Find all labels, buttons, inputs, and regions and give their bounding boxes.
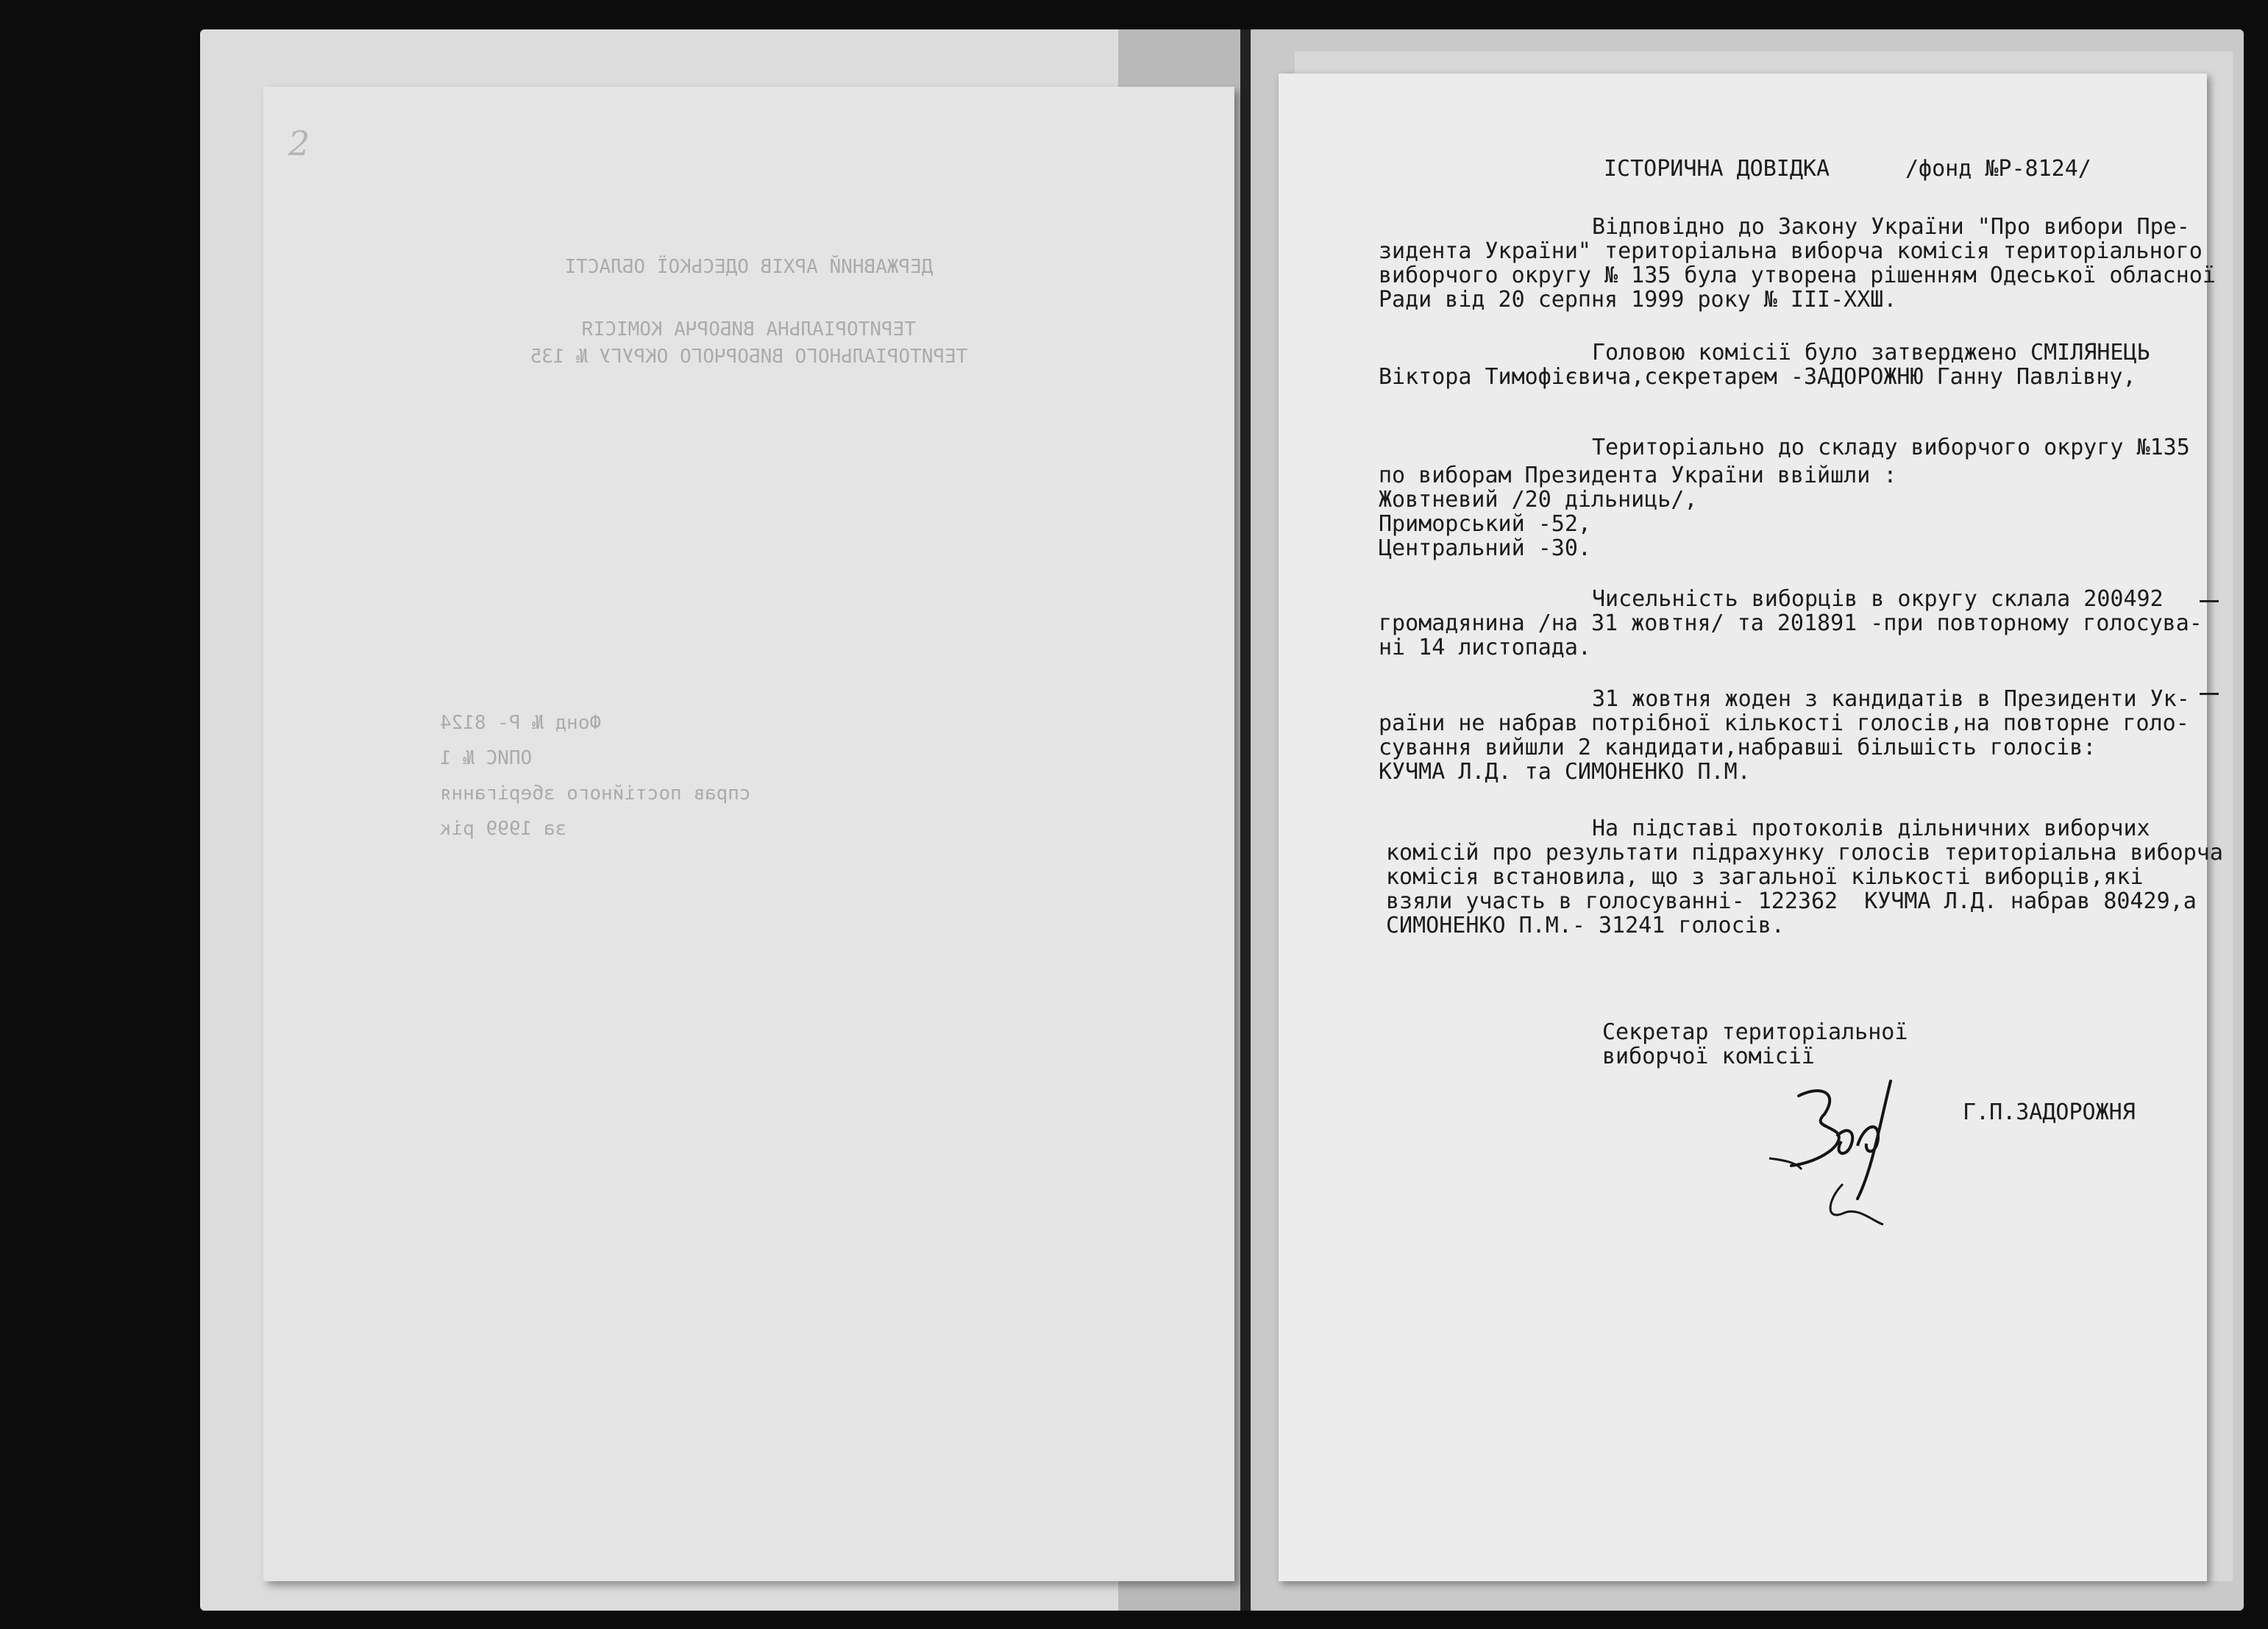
margin-tick bbox=[2200, 600, 2219, 602]
sign-label: виборчої комісії bbox=[1602, 1044, 1815, 1069]
mirror-line: Фонд № Р- 8124 bbox=[440, 712, 602, 734]
text-line: На підставі протоколів дільничних виборчих bbox=[1592, 816, 2150, 841]
signer-name: Г.П.ЗАДОРОЖНЯ bbox=[1963, 1099, 2136, 1125]
fond-reference: /фонд №Р-8124/ bbox=[1905, 156, 2091, 182]
text-line: сування вийшли 2 кандидати,набравші більшість голосів: bbox=[1379, 735, 2097, 760]
text-line: по виборам Президента України ввійшли : bbox=[1379, 463, 1897, 488]
text-line: Ради від 20 серпня 1999 року № III-XXШ. bbox=[1379, 287, 1897, 313]
mirror-line: ТЕРИТОРІАЛЬНОГО ВИБОРЧОГО ОКРУГУ № 135 bbox=[530, 346, 968, 368]
mirror-line: ТЕРИТОРІАЛЬНА ВИБОРЧА КОМІСІЯ bbox=[582, 318, 916, 341]
text-line: раїни не набрав потрібної кількості голосів,на повторне голо- bbox=[1379, 710, 2189, 736]
text-line: взяли участь в голосуванні- 122362 КУЧМА Л.Д. набрав 80429,а bbox=[1386, 888, 2197, 914]
text-line: Головою комісії було затверджено СМІЛЯНЕЦЬ bbox=[1592, 340, 2150, 366]
text-line: 31 жовтня жоден з кандидатів в Президенти Ук- bbox=[1592, 686, 2190, 712]
bleed-through-text bbox=[263, 87, 1234, 1581]
text-line: Жовтневий /20 дільниць/, bbox=[1379, 487, 1698, 513]
text-line: Чисельність виборців в округу склала 200492 bbox=[1592, 586, 2164, 612]
page-number: 2 bbox=[288, 124, 310, 163]
text-line: виборчого округу № 135 була утворена рішенням Одеської обласної bbox=[1379, 263, 2216, 288]
text-line: Приморський -52, bbox=[1379, 511, 1591, 537]
text-line: зидента України" територіальна виборча комісія територіального bbox=[1379, 238, 2203, 264]
left-page bbox=[263, 87, 1234, 1581]
mirror-line: ДЕРЖАВНИЙ АРХІВ ОДЕСЬКОЇ ОБЛАСТІ bbox=[564, 256, 934, 278]
text-line: КУЧМА Л.Д. та СИМОНЕНКО П.М. bbox=[1379, 759, 1751, 785]
text-line: громадянина /на 31 жовтня/ та 201891 -при повторному голосува- bbox=[1379, 610, 2203, 636]
mirror-line: за 1999 рік bbox=[440, 818, 567, 840]
text-line: СИМОНЕНКО П.М.- 31241 голосів. bbox=[1386, 913, 1785, 938]
mirror-line: справ постійного зберігання bbox=[440, 783, 751, 805]
spine-shadow bbox=[1240, 29, 1251, 1611]
mirror-line: ОПИС № 1 bbox=[440, 747, 533, 769]
sign-label: Секретар територіальної bbox=[1602, 1019, 1908, 1045]
text-line: ні 14 листопада. bbox=[1379, 635, 1591, 660]
document-title: ІСТОРИЧНА ДОВІДКА bbox=[1604, 156, 1830, 182]
text-line: комісія встановила, що з загальної кількості виборців,які bbox=[1386, 864, 2144, 890]
handwritten-signature bbox=[1755, 1074, 1916, 1243]
margin-tick bbox=[2200, 693, 2219, 695]
text-line: Відповідно до Закону України "Про вибори Пре- bbox=[1592, 214, 2190, 240]
text-line: комісій про результати підрахунку голосів територіальна виборча bbox=[1386, 840, 2223, 866]
text-line: Територіально до складу виборчого округу №135 bbox=[1592, 435, 2190, 460]
text-line: Віктора Тимофієвича,секретарем -ЗАДОРОЖНЮ Ганну Павлівну, bbox=[1379, 364, 2136, 390]
text-line: Центральний -30. bbox=[1379, 535, 1591, 561]
